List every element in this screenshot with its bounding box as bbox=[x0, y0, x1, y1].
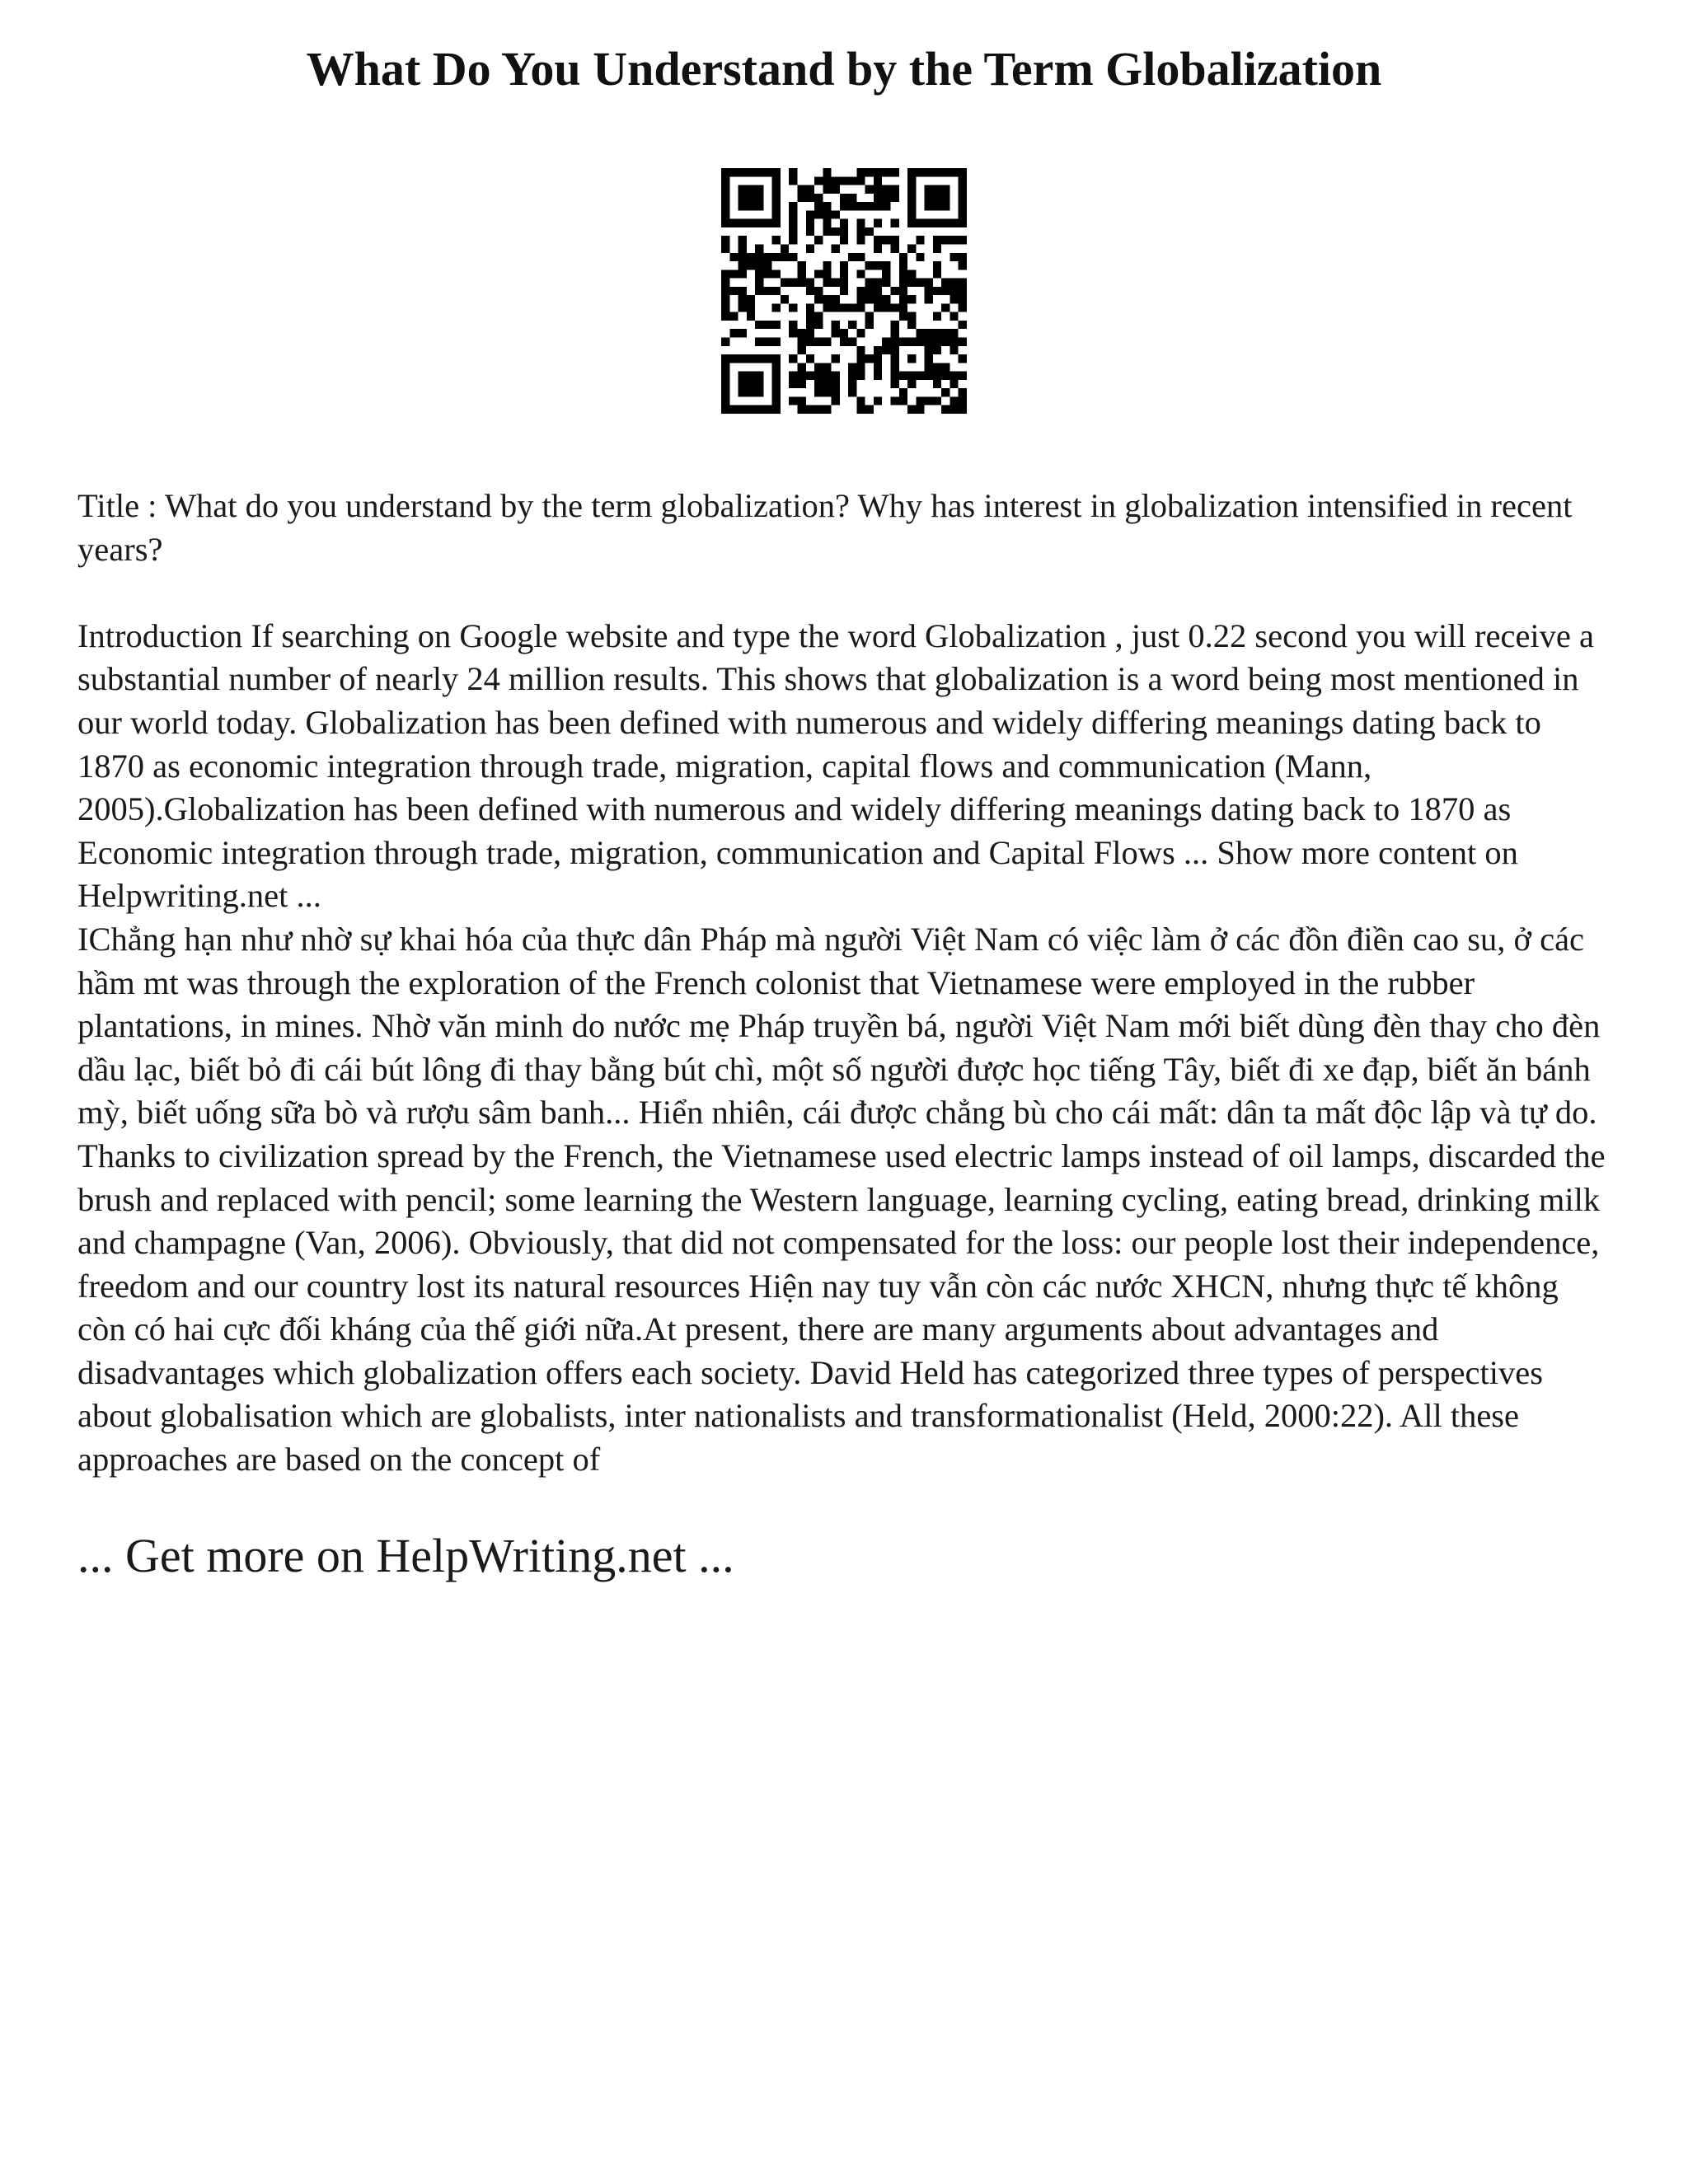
document-title: What Do You Understand by the Term Globalization bbox=[306, 42, 1382, 96]
qr-code-container bbox=[77, 168, 1611, 414]
get-more-link[interactable]: ... Get more on HelpWriting.net ... bbox=[77, 1528, 734, 1582]
document-body bbox=[77, 485, 1611, 1482]
introduction-paragraph: Introduction If searching on Google website and type the word Globalization , just 0.22 second you will receive a substantial number of nearly 24 million results. This shows that globalization is a word being most mentioned in our world today. Globalization has been defined with numerous and widely differing meanings dating back to 1870 as economic integration through trade, migration, capital flows and communication (Mann, 2005).Globalization has been defined with numerous and widely differing meanings dating back to 1870 as Economic integration through trade, migration, communication and Capital Flows ... Show more content on Helpwriting.net ... bbox=[77, 616, 1595, 915]
title-paragraph: Title : What do you understand by the term globalization? Why has interest in globalization intensified in recent years? bbox=[77, 487, 1573, 568]
qr-code-icon bbox=[721, 168, 967, 414]
body-paragraph: IChẳng hạn như nhờ sự khai hóa của thực dân Pháp mà người Việt Nam có việc làm ở các đồn điền cao su, ở các hầm mt was through the exploration of the French colonist that Vietnamese were employed in the rubber plantations, in mines. Nhờ văn minh do nước mẹ Pháp truyền bá, người Việt Nam mới biết dùng đèn thay cho đèn dầu lạc, biết bỏ đi cái bút lông đi thay bằng bút chì, một số người được học tiếng Tây, biết đi xe đạp, biết ăn bánh mỳ, biết uống sữa bò và rượu sâm banh... Hiển nhiên, cái được chẳng bù cho cái mất: dân ta mất độc lập và tự do. Thanks to civilization spread by the French, the Vietnamese used electric lamps instead of oil lamps, discarded the brush and replaced with pencil; some learning the Western language, learning cycling, eating bread, drinking milk and champagne (Van, 2006). Obviously, that did not compensated for the loss: our people lost their independence, freedom and our country lost its natural resources Hiện nay tuy vẫn còn các nước XHCN, nhưng thực tế không còn có hai cực đối kháng của thế giới nữa.At present, there are many arguments about advantages and disadvantages which globalization offers each society. David Held has categorized three types of perspectives about globalisation which are globalists, inter nationalists and transformationalist (Held, 2000:22). All these approaches are based on the concept of bbox=[77, 920, 1606, 1479]
